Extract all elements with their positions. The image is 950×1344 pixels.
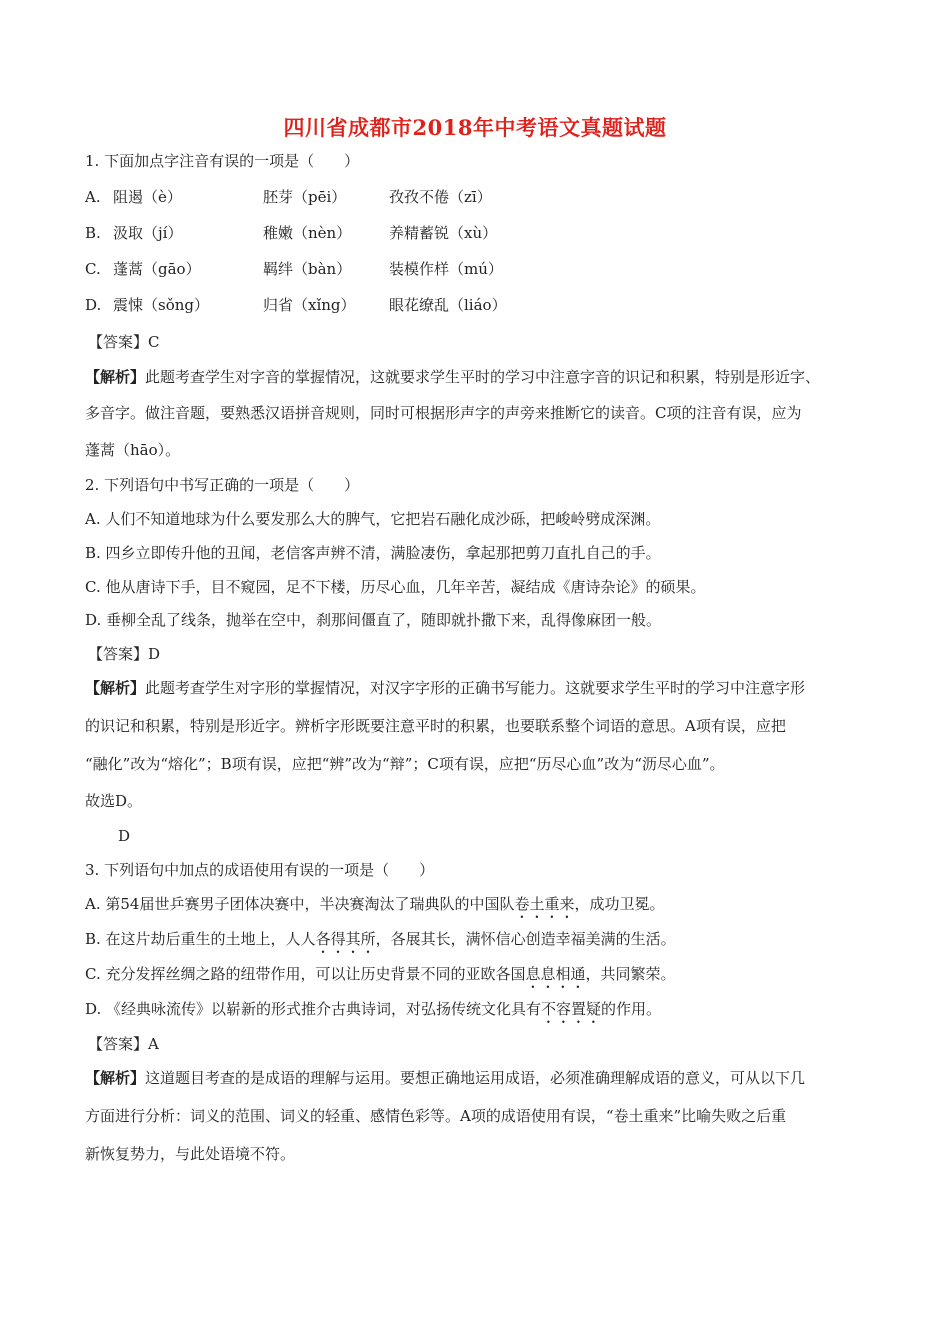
q2-analysis-line-2: 的识记和积累，特别是形近字。辨析字形既要注意平时的积累，也要联系整个词语的意思。A项有误，应把 [85, 717, 786, 735]
q2-analysis-line-1 [85, 678, 805, 698]
q2-answer: 【答案】D [88, 645, 161, 663]
analysis-tag: 【解析】 [85, 368, 146, 386]
option-word: 孜孜不倦（zī） [389, 188, 492, 206]
q3-option-b [85, 929, 676, 957]
stray-text: D [118, 827, 131, 845]
q3-stem: 3. 下列语句中加点的成语使用有误的一项是（ ） [85, 861, 435, 879]
q1-option-d [85, 295, 507, 315]
option-word: 羁绊（bàn） [263, 260, 352, 278]
q2-analysis-line-4: 故选D。 [85, 792, 143, 810]
q2-option-d: D. 垂柳全乱了线条，抛举在空中，刹那间僵直了，随即就扑撒下来，乱得像麻团一般。 [85, 611, 662, 629]
q1-analysis-line-2: 多音字。做注音题，要熟悉汉语拼音规则，同时可根据形声字的声旁来推断它的读音。C项的注音有误，应为 [85, 404, 802, 422]
analysis-tag: 【解析】 [85, 1069, 146, 1087]
option-word: 装模作样（mú） [389, 260, 503, 278]
q2-option-b: B. 四乡立即传升他的丑闻，老信客声辨不清，满脸凄伤，拿起那把剪刀直扎自己的手。 [85, 544, 661, 562]
option-text: ，各展其长，满怀信心创造幸福美满的生活。 [375, 930, 676, 948]
q3-answer: 【答案】A [88, 1035, 159, 1053]
option-text: C. 充分发挥丝绸之路的纽带作用，可以让历史背景不同的亚欧各国 [85, 965, 526, 983]
option-word: 眼花缭乱（liáo） [389, 296, 507, 314]
q1-analysis-line-3: 蓬蒿（hāo）。 [85, 441, 181, 459]
option-word: 蓬蒿（gāo） [113, 260, 201, 278]
dotted-idiom: 各得其所 [315, 930, 376, 948]
option-text: D. 《经典咏流传》以崭新的形式推介古典诗词，对弘扬传统文化具有 [85, 1000, 542, 1018]
q3-option-d [85, 999, 661, 1027]
q1-stem: 1. 下面加点字注音有误的一项是（ ） [85, 152, 360, 170]
option-label: B. [85, 224, 101, 242]
q3-analysis-line-2: 方面进行分析：词义的范围、词义的轻重、感情色彩等。A项的成语使用有误，“卷土重来”比喻失败之后重 [85, 1107, 787, 1125]
option-text: B. 在这片劫后重生的土地上，人人 [85, 930, 316, 948]
option-word: 胚芽（pēi） [263, 188, 347, 206]
q1-analysis-line-1 [85, 367, 820, 387]
analysis-text: 这道题目考查的是成语的理解与运用。要想正确地运用成语，必须准确理解成语的意义，可从以下几 [145, 1069, 806, 1087]
option-word: 汲取（jí） [113, 224, 183, 242]
analysis-tag: 【解析】 [85, 679, 146, 697]
option-word: 养精蓄锐（xù） [389, 224, 498, 242]
dotted-idiom: 卷土重来 [514, 895, 575, 913]
dotted-idiom: 不容置疑 [541, 1000, 602, 1018]
option-text: ，成功卫冕。 [574, 895, 665, 913]
option-word: 震悚（sǒng） [113, 296, 209, 314]
option-label: A. [85, 188, 101, 206]
option-text: ，共同繁荣。 [585, 965, 676, 983]
option-label: C. [85, 260, 101, 278]
q2-analysis-line-3: “融化”改为“熔化”；B项有误，应把“辨”改为“辩”；C项有误，应把“历尽心血”改为“沥尽心血”。 [85, 755, 725, 773]
dotted-idiom: 息息相通 [525, 965, 586, 983]
page-title: 四川省成都市2018年中考语文真题试题 [283, 115, 667, 140]
q3-analysis-line-1 [85, 1068, 805, 1088]
option-word: 归省（xǐng） [263, 296, 356, 314]
q1-option-a [85, 187, 492, 207]
analysis-text: 此题考查学生对字形的掌握情况，对汉字字形的正确书写能力。这就要求学生平时的学习中注意字形 [145, 679, 806, 697]
q3-option-a [85, 894, 665, 922]
q3-analysis-line-3: 新恢复势力，与此处语境不符。 [85, 1145, 296, 1163]
q2-stem: 2. 下列语句中书写正确的一项是（ ） [85, 476, 360, 494]
q2-option-c: C. 他从唐诗下手，目不窥园，足不下楼，历尽心血，几年辛苦，凝结成《唐诗杂论》的硕果。 [85, 578, 706, 596]
option-text: A. 第54届世乒赛男子团体决赛中，半决赛淘汰了瑞典队的中国队 [85, 895, 515, 913]
option-text: 的作用。 [601, 1000, 662, 1018]
q1-option-b [85, 223, 497, 243]
analysis-text: 此题考查学生对字音的掌握情况，这就要求学生平时的学习中注意字音的识记和积累，特别是形近字、 [145, 368, 821, 386]
q3-option-c [85, 964, 676, 992]
option-word: 阻遏（è） [113, 188, 182, 206]
q1-option-c [85, 259, 503, 279]
q1-answer: 【答案】C [88, 333, 160, 351]
q2-option-a: A. 人们不知道地球为什么要发那么大的脾气，它把岩石融化成沙砾，把峻岭劈成深渊。 [85, 510, 661, 528]
option-label: D. [85, 296, 102, 314]
option-word: 稚嫩（nèn） [263, 224, 352, 242]
